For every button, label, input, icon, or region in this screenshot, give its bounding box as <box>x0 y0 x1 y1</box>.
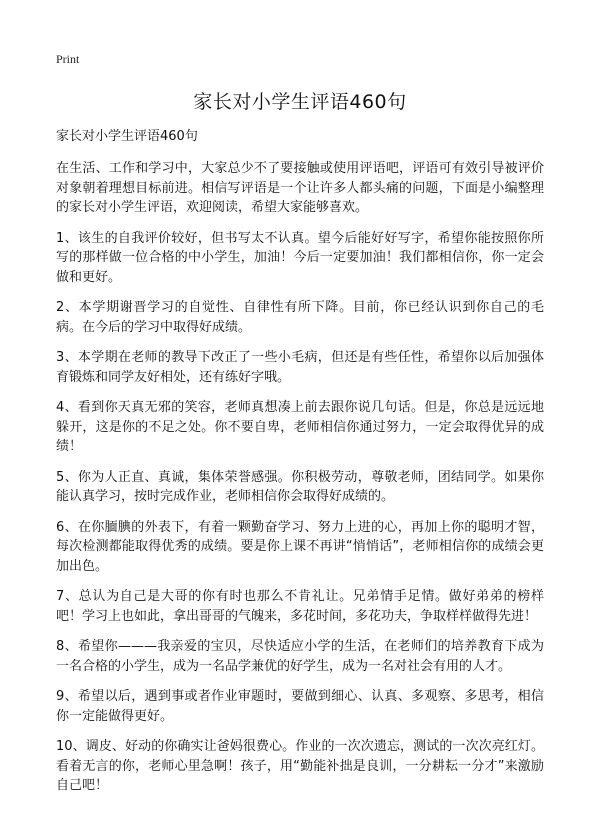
page-title: 家长对小学生评语460句 <box>193 91 407 113</box>
comment-item-2: 2、本学期谢晋学习的自觉性、自律性有所下降。目前，你已经认识到你自己的毛病。在今后的学习中取得好成绩。 <box>56 300 544 335</box>
comment-item-7: 7、总认为自己是大哥的你有时也那么不肯礼让。兄弟情手足情。做好弟弟的榜样吧！学习上也如此，拿出哥哥的气魄来，多花时间，多花功夫，争取样样做得先进！ <box>56 589 544 624</box>
document-subtitle: 家长对小学生评语460句 <box>56 129 198 144</box>
comment-item-5: 5、你为人正直、真诚，集体荣誉感强。你积极劳动，尊敬老师，团结同学。如果你能认真学习，按时完成作业，老师相信你会取得好成绩的。 <box>56 469 544 504</box>
comment-item-3: 3、本学期在老师的教导下改正了一些小毛病，但还是有些任性，希望你以后加强体育锻炼和同学友好相处，还有练好字哦。 <box>56 350 544 385</box>
comment-item-8: 8、希望你———我亲爱的宝贝，尽快适应小学的生活，在老师们的培养教育下成为一名合格的小学生，成为一名品学兼优的好学生，成为一名对社会有用的人才。 <box>56 639 544 674</box>
comment-item-6: 6、在你腼腆的外表下，有着一颗勤奋学习、努力上进的心，再加上你的聪明才智，每次检测都能取得优秀的成绩。要是你上课不再讲“悄悄话”，老师相信你的成绩会更加出色。 <box>56 519 544 574</box>
intro-paragraph: 在生活、工作和学习中，大家总少不了要接触或使用评语吧，评语可有效引导被评价对象朝着理想目标前进。相信写评语是一个让许多人都头痛的问题，下面是小编整理的家长对小学生评语，欢迎阅读，希望大家能够喜欢。 <box>56 161 544 215</box>
comment-item-1: 1、该生的自我评价较好，但书写太不认真。望今后能好好写字，希望你能按照你所写的那样做一位合格的中小学生，加油！今后一定要加油！我们都相信你，你一定会做和更好。 <box>56 230 544 285</box>
print-link[interactable]: Print <box>56 52 80 66</box>
comment-item-10: 10、调皮、好动的你确实让爸妈很费心。作业的一次次遗忘，测试的一次次亮红灯。看着无言的你，老师心里急啊！孩子，用“勤能补拙是良训，一分耕耘一分才”来激励自己吧！ <box>56 739 544 793</box>
comment-item-9: 9、希望以后，遇到事或者作业审题时，要做到细心、认真、多观察、多思考，相信你一定能做得更好。 <box>56 689 544 724</box>
comment-item-4: 4、看到你天真无邪的笑容，老师真想凑上前去跟你说几句话。但是，你总是远远地躲开，这是你的不足之处。你不要自卑，老师相信你通过努力，一定会取得优异的成绩！ <box>56 400 544 454</box>
